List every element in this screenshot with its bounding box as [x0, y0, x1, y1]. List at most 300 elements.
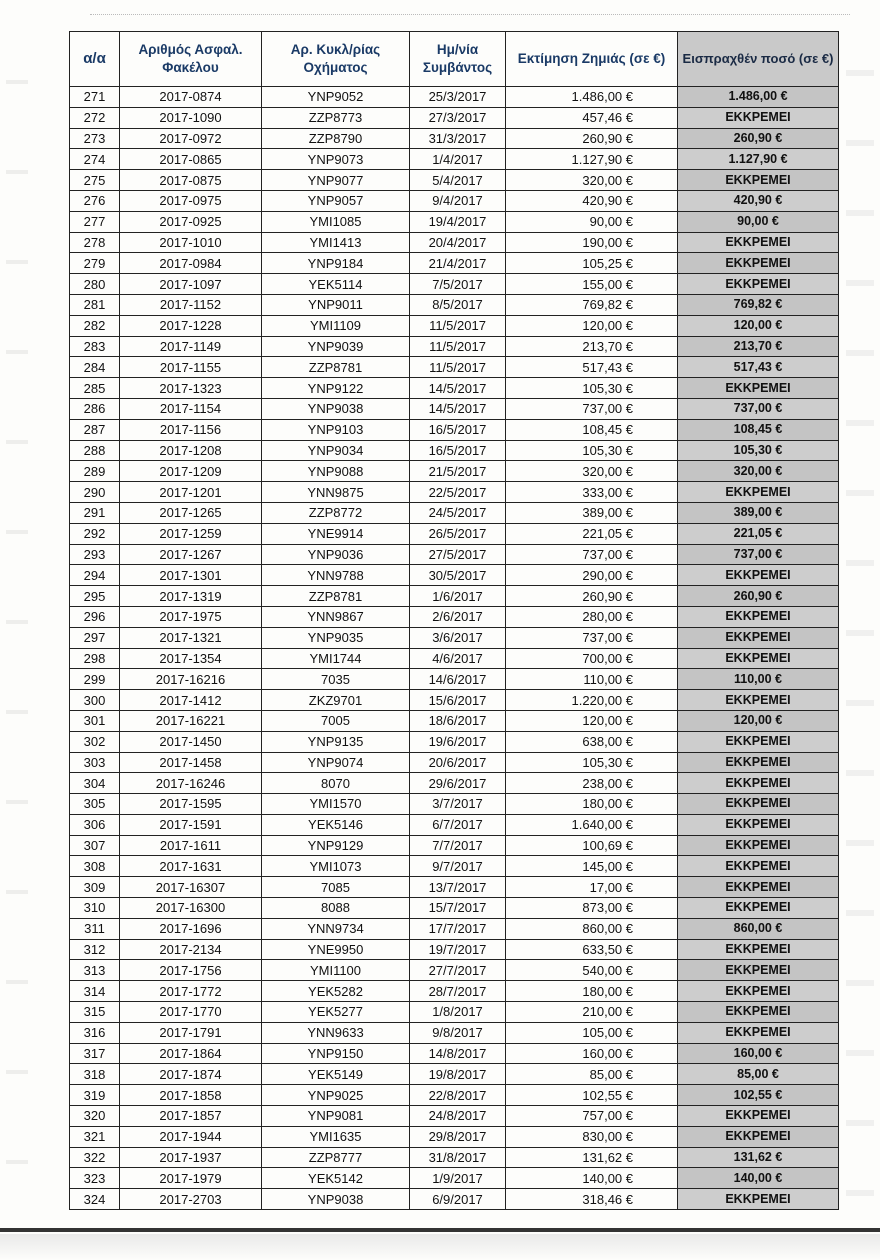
- cell-serial: 321: [70, 1126, 120, 1147]
- table-row: [70, 336, 839, 357]
- cell-incident-date: 29/8/2017: [410, 1126, 506, 1147]
- table-row: [70, 918, 839, 939]
- cell-file-number: 2017-1209: [120, 461, 262, 482]
- cell-file-number: 2017-1228: [120, 315, 262, 336]
- cell-plate-number: YEK5114: [262, 274, 410, 295]
- cell-plate-number: YNN9734: [262, 918, 410, 939]
- cell-file-number: 2017-16221: [120, 710, 262, 731]
- cell-damage-estimate: 633,50 €: [506, 939, 678, 960]
- cell-collected-amount: ΕΚΚΡΕΜΕΙ: [678, 1126, 839, 1147]
- cell-incident-date: 8/5/2017: [410, 294, 506, 315]
- cell-file-number: 2017-1450: [120, 731, 262, 752]
- table-row: [70, 232, 839, 253]
- cell-plate-number: YEK5282: [262, 981, 410, 1002]
- cell-damage-estimate: 260,90 €: [506, 586, 678, 607]
- table-row: [70, 960, 839, 981]
- cell-damage-estimate: 1.640,00 €: [506, 814, 678, 835]
- cell-plate-number: YMI1413: [262, 232, 410, 253]
- cell-incident-date: 31/3/2017: [410, 128, 506, 149]
- cell-damage-estimate: 110,00 €: [506, 669, 678, 690]
- table-row: [70, 669, 839, 690]
- cell-serial: 297: [70, 627, 120, 648]
- cell-damage-estimate: 318,46 €: [506, 1189, 678, 1210]
- cell-damage-estimate: 105,00 €: [506, 1022, 678, 1043]
- cell-damage-estimate: 1.220,00 €: [506, 690, 678, 711]
- cell-serial: 301: [70, 710, 120, 731]
- table-row: [70, 1064, 839, 1085]
- cell-damage-estimate: 1.127,90 €: [506, 149, 678, 170]
- cell-incident-date: 1/4/2017: [410, 149, 506, 170]
- cell-plate-number: YMI1073: [262, 856, 410, 877]
- cell-plate-number: YMI1570: [262, 794, 410, 815]
- table-row: [70, 523, 839, 544]
- table-row: [70, 794, 839, 815]
- cell-damage-estimate: 17,00 €: [506, 877, 678, 898]
- cell-serial: 308: [70, 856, 120, 877]
- cell-damage-estimate: 757,00 €: [506, 1106, 678, 1127]
- cell-serial: 323: [70, 1168, 120, 1189]
- cell-collected-amount: ΕΚΚΡΕΜΕΙ: [678, 170, 839, 191]
- cell-serial: 278: [70, 232, 120, 253]
- cell-incident-date: 16/5/2017: [410, 419, 506, 440]
- table-row: [70, 835, 839, 856]
- cell-file-number: 2017-1412: [120, 690, 262, 711]
- cell-file-number: 2017-1858: [120, 1085, 262, 1106]
- table-row: [70, 1085, 839, 1106]
- header-damage-estimate: Εκτίμηση Ζημιάς (σε €): [506, 32, 678, 87]
- table-row: [70, 170, 839, 191]
- cell-plate-number: YNP9184: [262, 253, 410, 274]
- cell-collected-amount: ΕΚΚΡΕΜΕΙ: [678, 1002, 839, 1023]
- cell-serial: 298: [70, 648, 120, 669]
- cell-serial: 296: [70, 606, 120, 627]
- cell-file-number: 2017-1857: [120, 1106, 262, 1127]
- cell-damage-estimate: 108,45 €: [506, 419, 678, 440]
- cell-file-number: 2017-1267: [120, 544, 262, 565]
- cell-damage-estimate: 238,00 €: [506, 773, 678, 794]
- table-row: [70, 648, 839, 669]
- table-row: [70, 1002, 839, 1023]
- cell-file-number: 2017-1301: [120, 565, 262, 586]
- cell-plate-number: YNP9052: [262, 87, 410, 108]
- cell-incident-date: 17/7/2017: [410, 918, 506, 939]
- cell-serial: 281: [70, 294, 120, 315]
- cell-file-number: 2017-0972: [120, 128, 262, 149]
- cell-plate-number: ZZP8781: [262, 357, 410, 378]
- cell-collected-amount: ΕΚΚΡΕΜΕΙ: [678, 981, 839, 1002]
- cell-file-number: 2017-1090: [120, 107, 262, 128]
- cell-collected-amount: ΕΚΚΡΕΜΕΙ: [678, 1022, 839, 1043]
- cell-file-number: 2017-1979: [120, 1168, 262, 1189]
- cell-plate-number: YMI1744: [262, 648, 410, 669]
- cell-plate-number: YNP9011: [262, 294, 410, 315]
- header-plate-number: Αρ. Κυκλ/ρίας Οχήματος: [262, 32, 410, 87]
- cell-file-number: 2017-1265: [120, 502, 262, 523]
- cell-plate-number: YNP9039: [262, 336, 410, 357]
- cell-plate-number: ZZP8781: [262, 586, 410, 607]
- cell-serial: 279: [70, 253, 120, 274]
- table-row: [70, 731, 839, 752]
- cell-collected-amount: 860,00 €: [678, 918, 839, 939]
- cell-damage-estimate: 737,00 €: [506, 398, 678, 419]
- cell-incident-date: 9/7/2017: [410, 856, 506, 877]
- table-row: [70, 1043, 839, 1064]
- cell-file-number: 2017-16307: [120, 877, 262, 898]
- cell-incident-date: 15/6/2017: [410, 690, 506, 711]
- cell-incident-date: 27/5/2017: [410, 544, 506, 565]
- cell-incident-date: 4/6/2017: [410, 648, 506, 669]
- table-row: [70, 502, 839, 523]
- cell-incident-date: 2/6/2017: [410, 606, 506, 627]
- cell-collected-amount: ΕΚΚΡΕΜΕΙ: [678, 835, 839, 856]
- cell-collected-amount: 1.127,90 €: [678, 149, 839, 170]
- header-collected-amount: Εισπραχθέν ποσό (σε €): [678, 32, 839, 87]
- table-row: [70, 586, 839, 607]
- cell-collected-amount: 260,90 €: [678, 128, 839, 149]
- cell-damage-estimate: 180,00 €: [506, 794, 678, 815]
- cell-serial: 283: [70, 336, 120, 357]
- table-row: [70, 1189, 839, 1210]
- cell-file-number: 2017-1323: [120, 378, 262, 399]
- cell-plate-number: YMI1635: [262, 1126, 410, 1147]
- cell-collected-amount: 140,00 €: [678, 1168, 839, 1189]
- cell-serial: 313: [70, 960, 120, 981]
- cell-plate-number: ZKZ9701: [262, 690, 410, 711]
- cell-file-number: 2017-1321: [120, 627, 262, 648]
- cell-file-number: 2017-1696: [120, 918, 262, 939]
- cell-collected-amount: ΕΚΚΡΕΜΕΙ: [678, 898, 839, 919]
- cell-serial: 322: [70, 1147, 120, 1168]
- cell-serial: 305: [70, 794, 120, 815]
- table-row: [70, 752, 839, 773]
- cell-damage-estimate: 280,00 €: [506, 606, 678, 627]
- table-row: [70, 856, 839, 877]
- table-row: [70, 128, 839, 149]
- cell-serial: 319: [70, 1085, 120, 1106]
- cell-file-number: 2017-1149: [120, 336, 262, 357]
- cell-collected-amount: ΕΚΚΡΕΜΕΙ: [678, 690, 839, 711]
- cell-damage-estimate: 105,30 €: [506, 378, 678, 399]
- cell-incident-date: 3/6/2017: [410, 627, 506, 648]
- cell-plate-number: YEK5277: [262, 1002, 410, 1023]
- cell-serial: 291: [70, 502, 120, 523]
- table-row: [70, 1106, 839, 1127]
- cell-plate-number: 7085: [262, 877, 410, 898]
- scan-shadow-bottom: [0, 1234, 880, 1260]
- cell-damage-estimate: 180,00 €: [506, 981, 678, 1002]
- cell-file-number: 2017-1772: [120, 981, 262, 1002]
- cell-file-number: 2017-2134: [120, 939, 262, 960]
- cell-file-number: 2017-1791: [120, 1022, 262, 1043]
- cell-incident-date: 20/4/2017: [410, 232, 506, 253]
- table-row: [70, 981, 839, 1002]
- table-row: [70, 440, 839, 461]
- cell-incident-date: 14/8/2017: [410, 1043, 506, 1064]
- cell-plate-number: YEK5149: [262, 1064, 410, 1085]
- cell-serial: 299: [70, 669, 120, 690]
- cell-plate-number: ZZP8777: [262, 1147, 410, 1168]
- cell-file-number: 2017-1156: [120, 419, 262, 440]
- cell-incident-date: 11/5/2017: [410, 315, 506, 336]
- cell-collected-amount: 420,90 €: [678, 190, 839, 211]
- cell-serial: 300: [70, 690, 120, 711]
- cell-plate-number: 7035: [262, 669, 410, 690]
- table-row: [70, 211, 839, 232]
- cell-collected-amount: 85,00 €: [678, 1064, 839, 1085]
- cell-collected-amount: 221,05 €: [678, 523, 839, 544]
- cell-file-number: 2017-0874: [120, 87, 262, 108]
- cell-damage-estimate: 769,82 €: [506, 294, 678, 315]
- cell-incident-date: 15/7/2017: [410, 898, 506, 919]
- table-row: [70, 315, 839, 336]
- cell-serial: 316: [70, 1022, 120, 1043]
- cell-damage-estimate: 190,00 €: [506, 232, 678, 253]
- cell-plate-number: YNP9036: [262, 544, 410, 565]
- table-row: [70, 294, 839, 315]
- cell-plate-number: YNP9077: [262, 170, 410, 191]
- cell-incident-date: 16/5/2017: [410, 440, 506, 461]
- table-row: [70, 461, 839, 482]
- cell-file-number: 2017-1097: [120, 274, 262, 295]
- cell-incident-date: 18/6/2017: [410, 710, 506, 731]
- cell-plate-number: YNP9073: [262, 149, 410, 170]
- cell-incident-date: 9/8/2017: [410, 1022, 506, 1043]
- cell-file-number: 2017-1864: [120, 1043, 262, 1064]
- cell-file-number: 2017-1259: [120, 523, 262, 544]
- cell-collected-amount: 737,00 €: [678, 544, 839, 565]
- cell-damage-estimate: 210,00 €: [506, 1002, 678, 1023]
- cell-file-number: 2017-2703: [120, 1189, 262, 1210]
- cell-collected-amount: ΕΚΚΡΕΜΕΙ: [678, 565, 839, 586]
- cell-incident-date: 1/8/2017: [410, 1002, 506, 1023]
- cell-damage-estimate: 260,90 €: [506, 128, 678, 149]
- cell-damage-estimate: 155,00 €: [506, 274, 678, 295]
- cell-incident-date: 29/6/2017: [410, 773, 506, 794]
- cell-plate-number: YEK5146: [262, 814, 410, 835]
- cell-collected-amount: ΕΚΚΡΕΜΕΙ: [678, 856, 839, 877]
- cell-incident-date: 14/6/2017: [410, 669, 506, 690]
- cell-collected-amount: 120,00 €: [678, 710, 839, 731]
- cell-file-number: 2017-16246: [120, 773, 262, 794]
- table-row: [70, 253, 839, 274]
- cell-serial: 306: [70, 814, 120, 835]
- cell-serial: 304: [70, 773, 120, 794]
- cell-file-number: 2017-1152: [120, 294, 262, 315]
- table-row: [70, 274, 839, 295]
- cell-serial: 274: [70, 149, 120, 170]
- table-row: [70, 1126, 839, 1147]
- cell-collected-amount: ΕΚΚΡΕΜΕΙ: [678, 731, 839, 752]
- header-file-number: Αριθμός Ασφαλ. Φακέλου: [120, 32, 262, 87]
- cell-collected-amount: 737,00 €: [678, 398, 839, 419]
- cell-file-number: 2017-16300: [120, 898, 262, 919]
- cell-file-number: 2017-0925: [120, 211, 262, 232]
- bottom-border: [0, 1228, 880, 1232]
- cell-incident-date: 19/4/2017: [410, 211, 506, 232]
- cell-incident-date: 26/5/2017: [410, 523, 506, 544]
- table-row: [70, 107, 839, 128]
- cell-serial: 286: [70, 398, 120, 419]
- cell-incident-date: 20/6/2017: [410, 752, 506, 773]
- cell-incident-date: 24/8/2017: [410, 1106, 506, 1127]
- cell-file-number: 2017-0865: [120, 149, 262, 170]
- cell-plate-number: YMI1109: [262, 315, 410, 336]
- table-row: [70, 398, 839, 419]
- cell-damage-estimate: 830,00 €: [506, 1126, 678, 1147]
- cell-collected-amount: ΕΚΚΡΕΜΕΙ: [678, 232, 839, 253]
- cell-damage-estimate: 140,00 €: [506, 1168, 678, 1189]
- cell-file-number: 2017-1208: [120, 440, 262, 461]
- cell-file-number: 2017-1631: [120, 856, 262, 877]
- cell-plate-number: 8070: [262, 773, 410, 794]
- table-row: [70, 419, 839, 440]
- cell-file-number: 2017-0875: [120, 170, 262, 191]
- cell-plate-number: YNN9633: [262, 1022, 410, 1043]
- cell-serial: 288: [70, 440, 120, 461]
- cell-damage-estimate: 145,00 €: [506, 856, 678, 877]
- cell-incident-date: 24/5/2017: [410, 502, 506, 523]
- cell-damage-estimate: 290,00 €: [506, 565, 678, 586]
- cell-serial: 315: [70, 1002, 120, 1023]
- cell-collected-amount: ΕΚΚΡΕΜΕΙ: [678, 1189, 839, 1210]
- table-row: [70, 690, 839, 711]
- cell-damage-estimate: 131,62 €: [506, 1147, 678, 1168]
- cell-serial: 324: [70, 1189, 120, 1210]
- cell-file-number: 2017-1591: [120, 814, 262, 835]
- cell-incident-date: 5/4/2017: [410, 170, 506, 191]
- cell-serial: 295: [70, 586, 120, 607]
- cell-incident-date: 11/5/2017: [410, 336, 506, 357]
- cell-collected-amount: 517,43 €: [678, 357, 839, 378]
- cell-serial: 290: [70, 482, 120, 503]
- cell-incident-date: 1/9/2017: [410, 1168, 506, 1189]
- cell-file-number: 2017-1010: [120, 232, 262, 253]
- cell-serial: 311: [70, 918, 120, 939]
- table-row: [70, 357, 839, 378]
- cell-incident-date: 19/7/2017: [410, 939, 506, 960]
- cell-serial: 289: [70, 461, 120, 482]
- cell-file-number: 2017-1944: [120, 1126, 262, 1147]
- cell-file-number: 2017-1154: [120, 398, 262, 419]
- table-row: [70, 627, 839, 648]
- cell-incident-date: 21/5/2017: [410, 461, 506, 482]
- cell-plate-number: YNP9038: [262, 1189, 410, 1210]
- cell-plate-number: YNE9950: [262, 939, 410, 960]
- cell-plate-number: YNP9103: [262, 419, 410, 440]
- table-row: [70, 710, 839, 731]
- cell-incident-date: 6/7/2017: [410, 814, 506, 835]
- cell-damage-estimate: 320,00 €: [506, 170, 678, 191]
- cell-file-number: 2017-1201: [120, 482, 262, 503]
- cell-file-number: 2017-0975: [120, 190, 262, 211]
- cell-damage-estimate: 105,25 €: [506, 253, 678, 274]
- cell-damage-estimate: 517,43 €: [506, 357, 678, 378]
- cell-collected-amount: 131,62 €: [678, 1147, 839, 1168]
- claims-table: [69, 31, 839, 1210]
- cell-collected-amount: ΕΚΚΡΕΜΕΙ: [678, 482, 839, 503]
- cell-collected-amount: ΕΚΚΡΕΜΕΙ: [678, 752, 839, 773]
- cell-plate-number: YMI1100: [262, 960, 410, 981]
- scan-noise-top: [90, 14, 850, 21]
- cell-serial: 272: [70, 107, 120, 128]
- cell-collected-amount: 105,30 €: [678, 440, 839, 461]
- cell-incident-date: 19/8/2017: [410, 1064, 506, 1085]
- cell-file-number: 2017-1756: [120, 960, 262, 981]
- cell-incident-date: 28/7/2017: [410, 981, 506, 1002]
- table-row: [70, 190, 839, 211]
- cell-collected-amount: ΕΚΚΡΕΜΕΙ: [678, 877, 839, 898]
- cell-serial: 303: [70, 752, 120, 773]
- cell-file-number: 2017-0984: [120, 253, 262, 274]
- cell-collected-amount: ΕΚΚΡΕΜΕΙ: [678, 960, 839, 981]
- cell-serial: 294: [70, 565, 120, 586]
- cell-serial: 284: [70, 357, 120, 378]
- cell-damage-estimate: 100,69 €: [506, 835, 678, 856]
- cell-collected-amount: ΕΚΚΡΕΜΕΙ: [678, 253, 839, 274]
- cell-file-number: 2017-1611: [120, 835, 262, 856]
- cell-collected-amount: ΕΚΚΡΕΜΕΙ: [678, 274, 839, 295]
- cell-plate-number: 8088: [262, 898, 410, 919]
- cell-incident-date: 6/9/2017: [410, 1189, 506, 1210]
- cell-collected-amount: 260,90 €: [678, 586, 839, 607]
- table-row: [70, 378, 839, 399]
- cell-serial: 276: [70, 190, 120, 211]
- cell-collected-amount: 213,70 €: [678, 336, 839, 357]
- cell-plate-number: 7005: [262, 710, 410, 731]
- header-incident-date: Ημ/νία Συμβάντος: [410, 32, 506, 87]
- table-row: [70, 1168, 839, 1189]
- cell-plate-number: YNP9074: [262, 752, 410, 773]
- scan-noise-left: [6, 40, 28, 1220]
- cell-damage-estimate: 873,00 €: [506, 898, 678, 919]
- cell-collected-amount: ΕΚΚΡΕΜΕΙ: [678, 606, 839, 627]
- cell-incident-date: 31/8/2017: [410, 1147, 506, 1168]
- cell-plate-number: YNP9129: [262, 835, 410, 856]
- cell-collected-amount: 102,55 €: [678, 1085, 839, 1106]
- cell-plate-number: YNN9788: [262, 565, 410, 586]
- scan-noise-right: [846, 40, 874, 1240]
- cell-serial: 277: [70, 211, 120, 232]
- cell-damage-estimate: 120,00 €: [506, 315, 678, 336]
- cell-plate-number: YNP9122: [262, 378, 410, 399]
- cell-serial: 287: [70, 419, 120, 440]
- table-row: [70, 1022, 839, 1043]
- cell-serial: 302: [70, 731, 120, 752]
- cell-file-number: 2017-1874: [120, 1064, 262, 1085]
- cell-serial: 309: [70, 877, 120, 898]
- cell-file-number: 2017-1595: [120, 794, 262, 815]
- cell-plate-number: YNP9034: [262, 440, 410, 461]
- cell-damage-estimate: 540,00 €: [506, 960, 678, 981]
- table-row: [70, 877, 839, 898]
- table-row: [70, 773, 839, 794]
- table-row: [70, 898, 839, 919]
- table-body: [70, 87, 839, 1210]
- cell-serial: 317: [70, 1043, 120, 1064]
- table-row: [70, 87, 839, 108]
- cell-damage-estimate: 221,05 €: [506, 523, 678, 544]
- cell-damage-estimate: 700,00 €: [506, 648, 678, 669]
- cell-collected-amount: 320,00 €: [678, 461, 839, 482]
- header-row: [70, 32, 839, 87]
- cell-plate-number: YNP9038: [262, 398, 410, 419]
- cell-collected-amount: ΕΚΚΡΕΜΕΙ: [678, 773, 839, 794]
- cell-plate-number: ZZP8773: [262, 107, 410, 128]
- cell-incident-date: 14/5/2017: [410, 398, 506, 419]
- cell-serial: 307: [70, 835, 120, 856]
- cell-incident-date: 25/3/2017: [410, 87, 506, 108]
- table-row: [70, 606, 839, 627]
